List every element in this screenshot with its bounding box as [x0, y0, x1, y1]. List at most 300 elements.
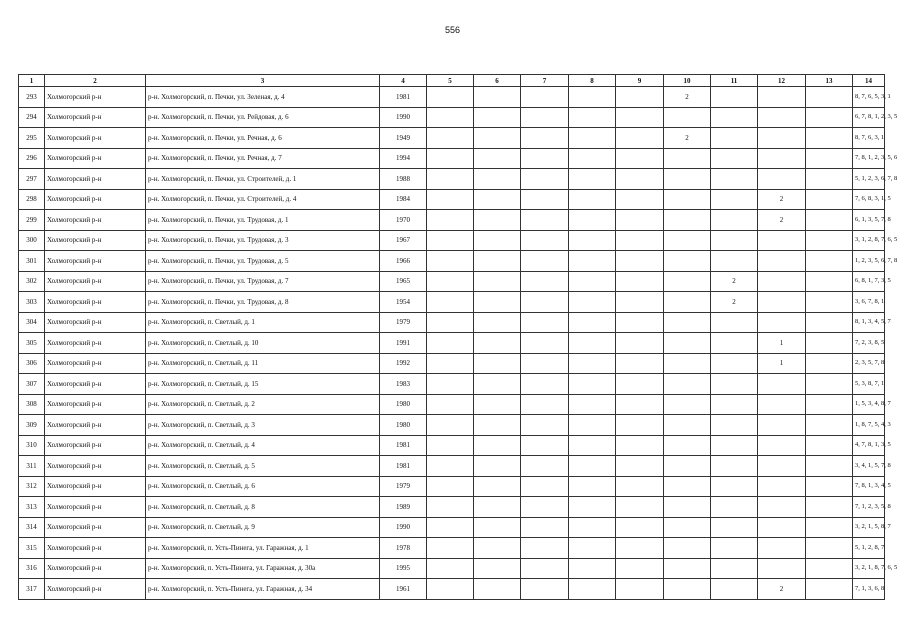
row-number: 312 [19, 476, 45, 497]
col-9-cell [616, 312, 664, 333]
col-11-cell [711, 169, 758, 190]
col-7-cell [521, 435, 569, 456]
col-9-cell [616, 333, 664, 354]
year-cell: 1978 [380, 538, 427, 559]
col-7-cell [521, 558, 569, 579]
col-6-cell [474, 128, 521, 149]
address-cell: р-н. Холмогорский, п. Светлый, д. 5 [146, 456, 380, 477]
col-12-cell [758, 374, 806, 395]
address-cell: р-н. Холмогорский, п. Печки, ул. Трудовая, д. 5 [146, 251, 380, 272]
district-cell: Холмогорский р-н [45, 271, 146, 292]
address-cell: р-н. Холмогорский, п. Светлый, д. 8 [146, 497, 380, 518]
col-5-cell [427, 579, 474, 600]
year-cell: 1980 [380, 394, 427, 415]
col-7-cell [521, 87, 569, 108]
year-cell: 1981 [380, 456, 427, 477]
table-row [19, 394, 885, 415]
col-5-cell [427, 148, 474, 169]
col-11-cell [711, 476, 758, 497]
col-5-cell [427, 251, 474, 272]
col-12-cell [758, 435, 806, 456]
row-number: 313 [19, 497, 45, 518]
row-number: 305 [19, 333, 45, 354]
row-number: 293 [19, 87, 45, 108]
col-10-cell [664, 415, 711, 436]
col-13-cell [806, 251, 853, 272]
col-13-cell [806, 538, 853, 559]
col-7-cell [521, 374, 569, 395]
column-header-10: 10 [664, 75, 711, 87]
col-5-cell [427, 538, 474, 559]
header-row [19, 75, 885, 87]
col-6-cell [474, 312, 521, 333]
col-12-cell [758, 169, 806, 190]
col-14-cell: 7, 8, 1, 3, 4, 5 [853, 476, 885, 497]
col-10-cell [664, 538, 711, 559]
year-cell: 1992 [380, 353, 427, 374]
row-number: 303 [19, 292, 45, 313]
row-number: 310 [19, 435, 45, 456]
col-7-cell [521, 538, 569, 559]
col-10-cell [664, 230, 711, 251]
col-13-cell [806, 579, 853, 600]
col-13-cell [806, 435, 853, 456]
col-6-cell [474, 476, 521, 497]
col-11-cell [711, 517, 758, 538]
col-8-cell [569, 374, 616, 395]
table-row [19, 169, 885, 190]
col-7-cell [521, 312, 569, 333]
col-14-cell: 7, 8, 1, 2, 3, 5, 6 [853, 148, 885, 169]
col-7-cell [521, 251, 569, 272]
col-9-cell [616, 497, 664, 518]
col-14-cell: 3, 4, 1, 5, 7, 8 [853, 456, 885, 477]
table-row [19, 210, 885, 231]
year-cell: 1967 [380, 230, 427, 251]
col-8-cell [569, 394, 616, 415]
col-5-cell [427, 230, 474, 251]
address-cell: р-н. Холмогорский, п. Усть-Пинега, ул. Гаражная, д. 30а [146, 558, 380, 579]
col-10-cell [664, 497, 711, 518]
year-cell: 1989 [380, 497, 427, 518]
year-cell: 1994 [380, 148, 427, 169]
column-header-4: 4 [380, 75, 427, 87]
row-number: 301 [19, 251, 45, 272]
table-row [19, 374, 885, 395]
column-header-11: 11 [711, 75, 758, 87]
address-cell: р-н. Холмогорский, п. Усть-Пинега, ул. Гаражная, д. 34 [146, 579, 380, 600]
col-6-cell [474, 394, 521, 415]
column-header-7: 7 [521, 75, 569, 87]
col-8-cell [569, 271, 616, 292]
col-6-cell [474, 251, 521, 272]
district-cell: Холмогорский р-н [45, 415, 146, 436]
address-cell: р-н. Холмогорский, п. Печки, ул. Зеленая, д. 4 [146, 87, 380, 108]
col-7-cell [521, 292, 569, 313]
col-10-cell [664, 271, 711, 292]
district-cell: Холмогорский р-н [45, 579, 146, 600]
col-7-cell [521, 517, 569, 538]
col-7-cell [521, 415, 569, 436]
row-number: 296 [19, 148, 45, 169]
col-11-cell [711, 538, 758, 559]
col-11-cell [711, 189, 758, 210]
address-cell: р-н. Холмогорский, п. Печки, ул. Строителей, д. 4 [146, 189, 380, 210]
table-row [19, 558, 885, 579]
table-row [19, 415, 885, 436]
column-header-12: 12 [758, 75, 806, 87]
col-11-cell [711, 374, 758, 395]
col-12-cell: 2 [758, 210, 806, 231]
year-cell: 1984 [380, 189, 427, 210]
district-cell: Холмогорский р-н [45, 169, 146, 190]
col-11-cell [711, 210, 758, 231]
address-cell: р-н. Холмогорский, п. Печки, ул. Трудовая, д. 3 [146, 230, 380, 251]
col-9-cell [616, 148, 664, 169]
col-8-cell [569, 292, 616, 313]
row-number: 315 [19, 538, 45, 559]
col-9-cell [616, 230, 664, 251]
col-7-cell [521, 148, 569, 169]
district-cell: Холмогорский р-н [45, 497, 146, 518]
col-10-cell: 2 [664, 128, 711, 149]
row-number: 304 [19, 312, 45, 333]
col-5-cell [427, 333, 474, 354]
column-header-5: 5 [427, 75, 474, 87]
col-8-cell [569, 107, 616, 128]
col-8-cell [569, 333, 616, 354]
col-14-cell: 2, 3, 5, 7, 8 [853, 353, 885, 374]
col-6-cell [474, 292, 521, 313]
row-number: 302 [19, 271, 45, 292]
col-11-cell [711, 230, 758, 251]
col-10-cell [664, 189, 711, 210]
address-cell: р-н. Холмогорский, п. Печки, ул. Речная, д. 6 [146, 128, 380, 149]
table-row [19, 251, 885, 272]
column-header-9: 9 [616, 75, 664, 87]
col-7-cell [521, 333, 569, 354]
col-10-cell [664, 148, 711, 169]
col-14-cell: 7, 2, 3, 8, 5 [853, 333, 885, 354]
col-8-cell [569, 579, 616, 600]
col-14-cell: 7, 1, 2, 3, 5, 8 [853, 497, 885, 518]
district-cell: Холмогорский р-н [45, 312, 146, 333]
table-row [19, 230, 885, 251]
col-11-cell [711, 333, 758, 354]
col-13-cell [806, 107, 853, 128]
col-8-cell [569, 148, 616, 169]
col-10-cell [664, 517, 711, 538]
col-13-cell [806, 148, 853, 169]
col-12-cell [758, 128, 806, 149]
col-9-cell [616, 271, 664, 292]
table-row [19, 579, 885, 600]
district-cell: Холмогорский р-н [45, 87, 146, 108]
col-10-cell [664, 558, 711, 579]
table-row [19, 189, 885, 210]
address-cell: р-н. Холмогорский, п. Светлый, д. 2 [146, 394, 380, 415]
col-9-cell [616, 538, 664, 559]
col-12-cell: 1 [758, 353, 806, 374]
col-13-cell [806, 128, 853, 149]
table-row [19, 353, 885, 374]
col-6-cell [474, 271, 521, 292]
col-8-cell [569, 353, 616, 374]
col-12-cell [758, 538, 806, 559]
table-row [19, 312, 885, 333]
col-12-cell [758, 292, 806, 313]
column-header-14: 14 [853, 75, 885, 87]
col-14-cell: 1, 5, 3, 4, 8, 7 [853, 394, 885, 415]
col-11-cell [711, 497, 758, 518]
registry-table [18, 74, 898, 600]
col-5-cell [427, 517, 474, 538]
col-12-cell [758, 415, 806, 436]
column-header-2: 2 [45, 75, 146, 87]
col-12-cell [758, 394, 806, 415]
col-13-cell [806, 169, 853, 190]
col-9-cell [616, 558, 664, 579]
col-10-cell [664, 292, 711, 313]
col-6-cell [474, 517, 521, 538]
col-10-cell [664, 579, 711, 600]
col-7-cell [521, 476, 569, 497]
address-cell: р-н. Холмогорский, п. Светлый, д. 11 [146, 353, 380, 374]
col-5-cell [427, 497, 474, 518]
col-5-cell [427, 87, 474, 108]
district-cell: Холмогорский р-н [45, 148, 146, 169]
column-header-3: 3 [146, 75, 380, 87]
row-number: 307 [19, 374, 45, 395]
col-14-cell: 4, 7, 8, 1, 3, 5 [853, 435, 885, 456]
district-cell: Холмогорский р-н [45, 189, 146, 210]
year-cell: 1954 [380, 292, 427, 313]
col-12-cell: 1 [758, 333, 806, 354]
col-12-cell: 2 [758, 189, 806, 210]
col-10-cell [664, 476, 711, 497]
address-cell: р-н. Холмогорский, п. Печки, ул. Рейдовая, д. 6 [146, 107, 380, 128]
district-cell: Холмогорский р-н [45, 210, 146, 231]
col-6-cell [474, 169, 521, 190]
col-6-cell [474, 333, 521, 354]
col-7-cell [521, 169, 569, 190]
col-6-cell [474, 230, 521, 251]
col-14-cell: 3, 2, 1, 8, 7, 6, 5 [853, 558, 885, 579]
col-13-cell [806, 312, 853, 333]
address-cell: р-н. Холмогорский, п. Светлый, д. 4 [146, 435, 380, 456]
col-14-cell: 3, 2, 1, 5, 8, 7 [853, 517, 885, 538]
table-row [19, 333, 885, 354]
col-6-cell [474, 189, 521, 210]
col-6-cell [474, 210, 521, 231]
address-cell: р-н. Холмогорский, п. Светлый, д. 15 [146, 374, 380, 395]
col-5-cell [427, 210, 474, 231]
col-14-cell: 7, 6, 8, 3, 1, 5 [853, 189, 885, 210]
row-number: 317 [19, 579, 45, 600]
address-cell: р-н. Холмогорский, п. Светлый, д. 3 [146, 415, 380, 436]
col-7-cell [521, 456, 569, 477]
col-5-cell [427, 476, 474, 497]
col-7-cell [521, 394, 569, 415]
col-12-cell [758, 456, 806, 477]
year-cell: 1991 [380, 333, 427, 354]
col-10-cell [664, 456, 711, 477]
column-header-6: 6 [474, 75, 521, 87]
col-6-cell [474, 415, 521, 436]
col-11-cell [711, 128, 758, 149]
col-9-cell [616, 210, 664, 231]
district-cell: Холмогорский р-н [45, 333, 146, 354]
row-number: 294 [19, 107, 45, 128]
col-8-cell [569, 538, 616, 559]
col-14-cell: 5, 1, 2, 3, 6, 7, 8 [853, 169, 885, 190]
district-cell: Холмогорский р-н [45, 353, 146, 374]
col-7-cell [521, 353, 569, 374]
year-cell: 1979 [380, 476, 427, 497]
table-row [19, 148, 885, 169]
district-cell: Холмогорский р-н [45, 107, 146, 128]
col-5-cell [427, 312, 474, 333]
col-5-cell [427, 415, 474, 436]
col-14-cell: 8, 1, 3, 4, 5, 7 [853, 312, 885, 333]
col-12-cell [758, 87, 806, 108]
col-14-cell: 3, 1, 2, 8, 7, 6, 5 [853, 230, 885, 251]
col-7-cell [521, 189, 569, 210]
col-5-cell [427, 128, 474, 149]
address-cell: р-н. Холмогорский, п. Печки, ул. Трудовая, д. 8 [146, 292, 380, 313]
col-8-cell [569, 415, 616, 436]
col-7-cell [521, 210, 569, 231]
address-cell: р-н. Холмогорский, п. Печки, ул. Трудовая, д. 7 [146, 271, 380, 292]
col-11-cell [711, 456, 758, 477]
col-10-cell [664, 394, 711, 415]
col-6-cell [474, 435, 521, 456]
col-5-cell [427, 189, 474, 210]
col-9-cell [616, 579, 664, 600]
col-8-cell [569, 456, 616, 477]
col-5-cell [427, 374, 474, 395]
col-8-cell [569, 189, 616, 210]
year-cell: 1981 [380, 435, 427, 456]
col-12-cell: 2 [758, 579, 806, 600]
col-14-cell: 7, 1, 3, 6, 8 [853, 579, 885, 600]
col-7-cell [521, 230, 569, 251]
col-11-cell [711, 312, 758, 333]
col-8-cell [569, 169, 616, 190]
col-11-cell [711, 579, 758, 600]
address-cell: р-н. Холмогорский, п. Светлый, д. 6 [146, 476, 380, 497]
address-cell: р-н. Холмогорский, п. Усть-Пинега, ул. Гаражная, д. 1 [146, 538, 380, 559]
col-6-cell [474, 558, 521, 579]
col-10-cell [664, 353, 711, 374]
col-10-cell [664, 251, 711, 272]
col-14-cell: 6, 7, 8, 1, 2, 3, 5 [853, 107, 885, 128]
table-row [19, 128, 885, 149]
row-number: 308 [19, 394, 45, 415]
col-6-cell [474, 538, 521, 559]
row-number: 306 [19, 353, 45, 374]
year-cell: 1990 [380, 107, 427, 128]
district-cell: Холмогорский р-н [45, 558, 146, 579]
table-row [19, 292, 885, 313]
table-body [19, 87, 898, 600]
year-cell: 1961 [380, 579, 427, 600]
col-9-cell [616, 353, 664, 374]
col-9-cell [616, 394, 664, 415]
col-7-cell [521, 107, 569, 128]
col-8-cell [569, 210, 616, 231]
col-9-cell [616, 435, 664, 456]
district-cell: Холмогорский р-н [45, 251, 146, 272]
table-row [19, 435, 885, 456]
district-cell: Холмогорский р-н [45, 374, 146, 395]
col-8-cell [569, 497, 616, 518]
col-11-cell [711, 415, 758, 436]
row-number: 300 [19, 230, 45, 251]
row-number: 311 [19, 456, 45, 477]
year-cell: 1980 [380, 415, 427, 436]
row-number: 297 [19, 169, 45, 190]
col-9-cell [616, 189, 664, 210]
col-13-cell [806, 517, 853, 538]
col-12-cell [758, 312, 806, 333]
address-cell: р-н. Холмогорский, п. Светлый, д. 1 [146, 312, 380, 333]
col-14-cell: 6, 1, 3, 5, 7, 8 [853, 210, 885, 231]
col-9-cell [616, 169, 664, 190]
address-cell: р-н. Холмогорский, п. Печки, ул. Трудовая, д. 1 [146, 210, 380, 231]
col-8-cell [569, 128, 616, 149]
col-9-cell [616, 251, 664, 272]
col-6-cell [474, 353, 521, 374]
col-5-cell [427, 456, 474, 477]
year-cell: 1970 [380, 210, 427, 231]
district-cell: Холмогорский р-н [45, 292, 146, 313]
district-cell: Холмогорский р-н [45, 517, 146, 538]
col-7-cell [521, 579, 569, 600]
col-5-cell [427, 558, 474, 579]
col-6-cell [474, 497, 521, 518]
col-9-cell [616, 292, 664, 313]
col-10-cell [664, 333, 711, 354]
col-5-cell [427, 394, 474, 415]
col-12-cell [758, 517, 806, 538]
table-row [19, 497, 885, 518]
col-13-cell [806, 476, 853, 497]
year-cell: 1995 [380, 558, 427, 579]
col-14-cell: 8, 7, 6, 3, 1 [853, 128, 885, 149]
col-11-cell [711, 435, 758, 456]
district-cell: Холмогорский р-н [45, 456, 146, 477]
col-13-cell [806, 497, 853, 518]
col-8-cell [569, 435, 616, 456]
col-8-cell [569, 87, 616, 108]
col-11-cell [711, 87, 758, 108]
col-8-cell [569, 230, 616, 251]
col-11-cell: 2 [711, 292, 758, 313]
address-cell: р-н. Холмогорский, п. Светлый, д. 10 [146, 333, 380, 354]
row-number: 299 [19, 210, 45, 231]
col-14-cell: 8, 7, 6, 5, 3, 1 [853, 87, 885, 108]
address-cell: р-н. Холмогорский, п. Печки, ул. Речная, д. 7 [146, 148, 380, 169]
district-cell: Холмогорский р-н [45, 394, 146, 415]
col-13-cell [806, 87, 853, 108]
col-10-cell [664, 210, 711, 231]
row-number: 316 [19, 558, 45, 579]
row-number: 295 [19, 128, 45, 149]
table-row [19, 476, 885, 497]
col-7-cell [521, 271, 569, 292]
row-number: 309 [19, 415, 45, 436]
